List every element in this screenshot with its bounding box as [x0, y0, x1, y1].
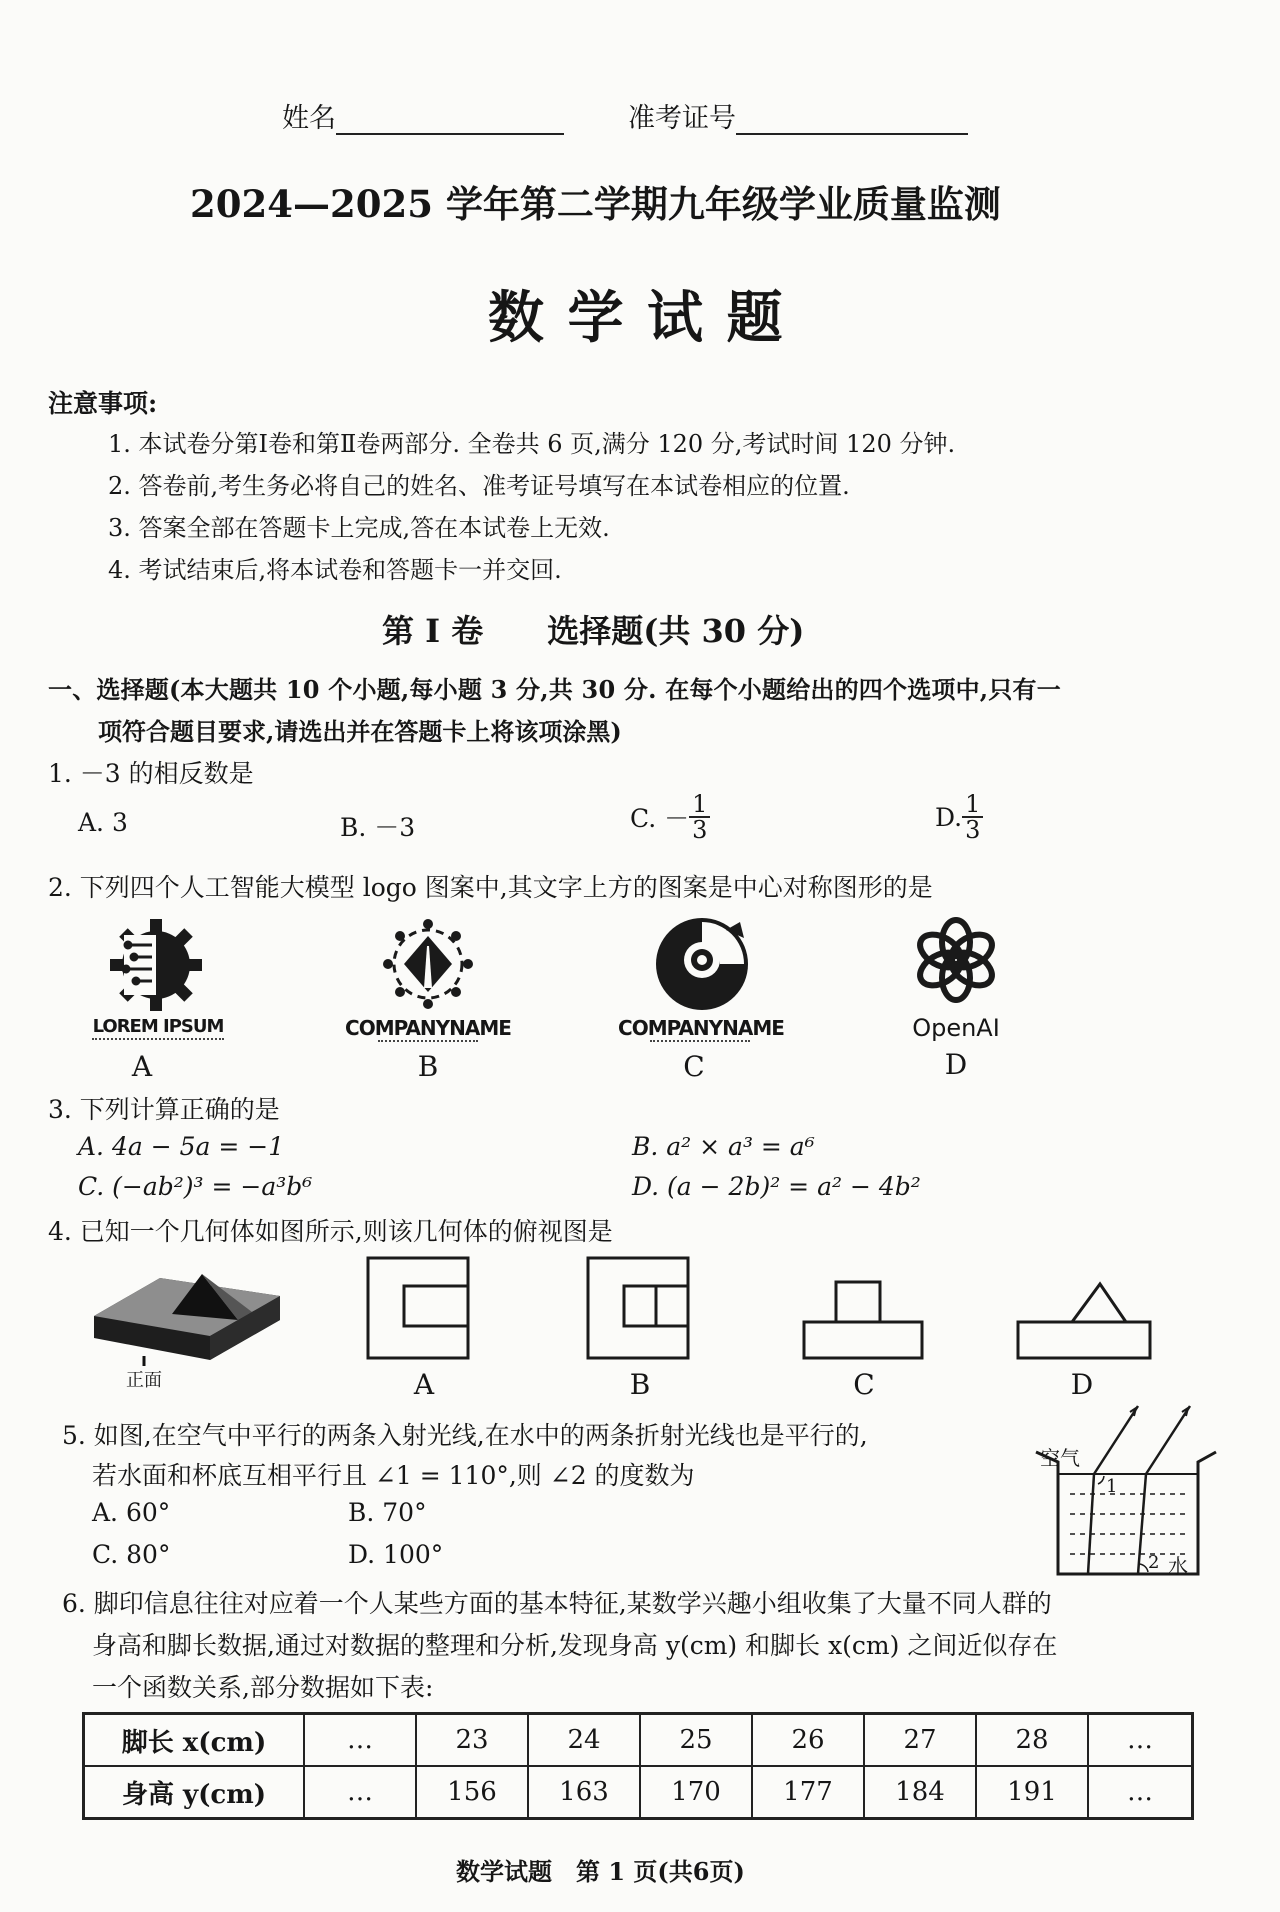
q3-stem: 3. 下列计算正确的是 — [48, 1095, 280, 1124]
q1-option-c — [630, 792, 710, 842]
table-cell: 184 — [864, 1766, 976, 1819]
table-cell: 191 — [976, 1766, 1088, 1819]
q5-option-c: C. 80° — [92, 1540, 171, 1569]
part-one-line-1: 一、选择题(本大题共 10 个小题,每小题 3 分,共 30 分. 在每个小题给出的四个选项中,只有一 — [48, 675, 1061, 704]
q4-option-a-figure — [366, 1256, 470, 1360]
notes-heading: 注意事项: — [48, 389, 158, 418]
note-1: 1. 本试卷分第Ⅰ卷和第Ⅱ卷两部分. 全卷共 6 页,满分 120 分,考试时间 120 分钟. — [108, 430, 956, 458]
q6-line-2: 身高和脚长数据,通过对数据的整理和分析,发现身高 y(cm) 和脚长 x(cm) 之间近似存在 — [92, 1631, 1058, 1660]
table-cell: 156 — [416, 1766, 528, 1819]
logo-c-text: COMPANYNAME — [618, 1016, 784, 1040]
q1-option-d-prefix: D. — [935, 802, 963, 832]
note-2: 2. 答卷前,考生务必将自己的姓名、准考证号填写在本试卷相应的位置. — [108, 472, 850, 500]
exam-title: 2024—2025 学年第二学期九年级学业质量监测 — [190, 182, 1001, 226]
name-blank — [336, 107, 564, 135]
logo-b-text: COMPANYNAME — [345, 1016, 511, 1040]
table-cell: 23 — [416, 1714, 528, 1767]
table-cell: 170 — [640, 1766, 752, 1819]
table-row — [84, 1766, 1193, 1819]
q3-option-c: C. (−ab²)³ = −a³b⁶ — [78, 1172, 313, 1201]
q3-option-a: A. 4a − 5a = −1 — [78, 1132, 285, 1161]
q1-option-c-fraction — [689, 792, 710, 842]
logo-d-knot-icon — [908, 912, 1004, 1008]
q5-fig-water-label: 水 — [1168, 1554, 1188, 1578]
table-cell: 25 — [640, 1714, 752, 1767]
q4-stem: 4. 已知一个几何体如图所示,则该几何体的俯视图是 — [48, 1217, 613, 1246]
q5-fig-angle-2: 2 — [1148, 1552, 1160, 1573]
note-3: 3. 答案全部在答题卡上完成,答在本试卷上无效. — [108, 514, 610, 542]
table-cell: 24 — [528, 1714, 640, 1767]
q1-option-d-fraction — [962, 792, 983, 842]
q1-option-c-prefix: C. － — [630, 804, 690, 833]
exam-id-blank — [736, 107, 968, 135]
q5-line-2: 若水面和杯底互相平行且 ∠1 = 110°,则 ∠2 的度数为 — [92, 1461, 695, 1490]
logo-b-tagline — [378, 1040, 478, 1042]
q4-option-c-figure — [802, 1280, 924, 1360]
name-label: 姓名 — [282, 103, 336, 134]
logo-b-wreath-icon — [380, 916, 476, 1012]
table-cell: 27 — [864, 1714, 976, 1767]
q4-option-c-letter: C — [853, 1368, 875, 1401]
logo-c-tagline — [650, 1040, 750, 1042]
page-footer: 数学试题 第 1 页(共6页) — [456, 1857, 745, 1886]
q5-line-1: 5. 如图,在空气中平行的两条入射光线,在水中的两条折射光线也是平行的, — [62, 1421, 868, 1450]
table-cell: 163 — [528, 1766, 640, 1819]
q3-option-b: B. a² × a³ = a⁶ — [632, 1132, 815, 1161]
logo-a-text: LOREM IPSUM — [92, 1016, 224, 1037]
table-cell: … — [304, 1714, 416, 1767]
part-one-line-2: 项符合题目要求,请选出并在答题卡上将该项涂黑) — [98, 717, 622, 746]
q1-stem: 1. －3 的相反数是 — [48, 759, 254, 788]
table-cell: … — [1088, 1714, 1193, 1767]
table-header-height: 身高 y(cm) — [84, 1766, 305, 1819]
fraction-denominator: 3 — [965, 816, 981, 844]
q6-data-table — [82, 1712, 1194, 1820]
q3-option-d: D. (a − 2b)² = a² − 4b² — [632, 1172, 921, 1201]
logo-a-tagline — [92, 1038, 224, 1043]
q4-option-b-figure — [586, 1256, 690, 1360]
q6-line-1: 6. 脚印信息往往对应着一个人某些方面的基本特征,某数学兴趣小组收集了大量不同人群的 — [62, 1589, 1052, 1618]
q4-option-d-letter: D — [1070, 1368, 1094, 1401]
logo-c-swirl-icon — [650, 912, 754, 1016]
q4-front-label: 正面 — [126, 1370, 162, 1391]
logo-a-letter: A — [131, 1050, 153, 1083]
q5-option-d: D. 100° — [348, 1540, 444, 1569]
q4-option-a-letter: A — [413, 1368, 435, 1401]
table-header-foot-length: 脚长 x(cm) — [84, 1714, 305, 1767]
q5-fig-air-label: 空气 — [1040, 1446, 1080, 1470]
subject-title: 数 学 试 题 — [488, 285, 785, 351]
logo-d-text: OpenAI — [912, 1014, 1000, 1042]
q6-line-3: 一个函数关系,部分数据如下表: — [92, 1673, 434, 1702]
q5-option-a: A. 60° — [92, 1498, 171, 1527]
logo-c-letter: C — [683, 1050, 705, 1083]
exam-id-label: 准考证号 — [628, 103, 736, 134]
section-title: 第 Ⅰ 卷 选择题(共 30 分) — [382, 612, 805, 650]
table-cell: 28 — [976, 1714, 1088, 1767]
q5-fig-angle-1: 1 — [1106, 1476, 1118, 1497]
table-cell: … — [304, 1766, 416, 1819]
fraction-numerator: 1 — [689, 792, 710, 818]
q4-solid-figure — [90, 1256, 290, 1376]
logo-a-gear-icon — [106, 915, 206, 1015]
q1-option-a: A. 3 — [78, 808, 128, 837]
logo-b-letter: B — [417, 1050, 439, 1083]
exam-id-field — [628, 96, 968, 135]
table-cell: … — [1088, 1766, 1193, 1819]
q4-option-b-letter: B — [629, 1368, 651, 1401]
q5-beaker-figure — [1030, 1404, 1220, 1580]
logo-d-letter: D — [944, 1048, 968, 1081]
name-field — [282, 96, 564, 135]
table-cell: 177 — [752, 1766, 864, 1819]
table-cell: 26 — [752, 1714, 864, 1767]
fraction-numerator: 1 — [962, 792, 983, 818]
fraction-denominator: 3 — [692, 816, 708, 844]
q4-option-d-figure — [1016, 1280, 1154, 1360]
q5-option-b: B. 70° — [348, 1498, 427, 1527]
note-4: 4. 考试结束后,将本试卷和答题卡一并交回. — [108, 556, 562, 584]
q2-stem: 2. 下列四个人工智能大模型 logo 图案中,其文字上方的图案是中心对称图形的是 — [48, 873, 933, 902]
q1-option-d — [935, 792, 983, 842]
q1-option-b: B. －3 — [340, 813, 416, 842]
table-row — [84, 1714, 1193, 1767]
